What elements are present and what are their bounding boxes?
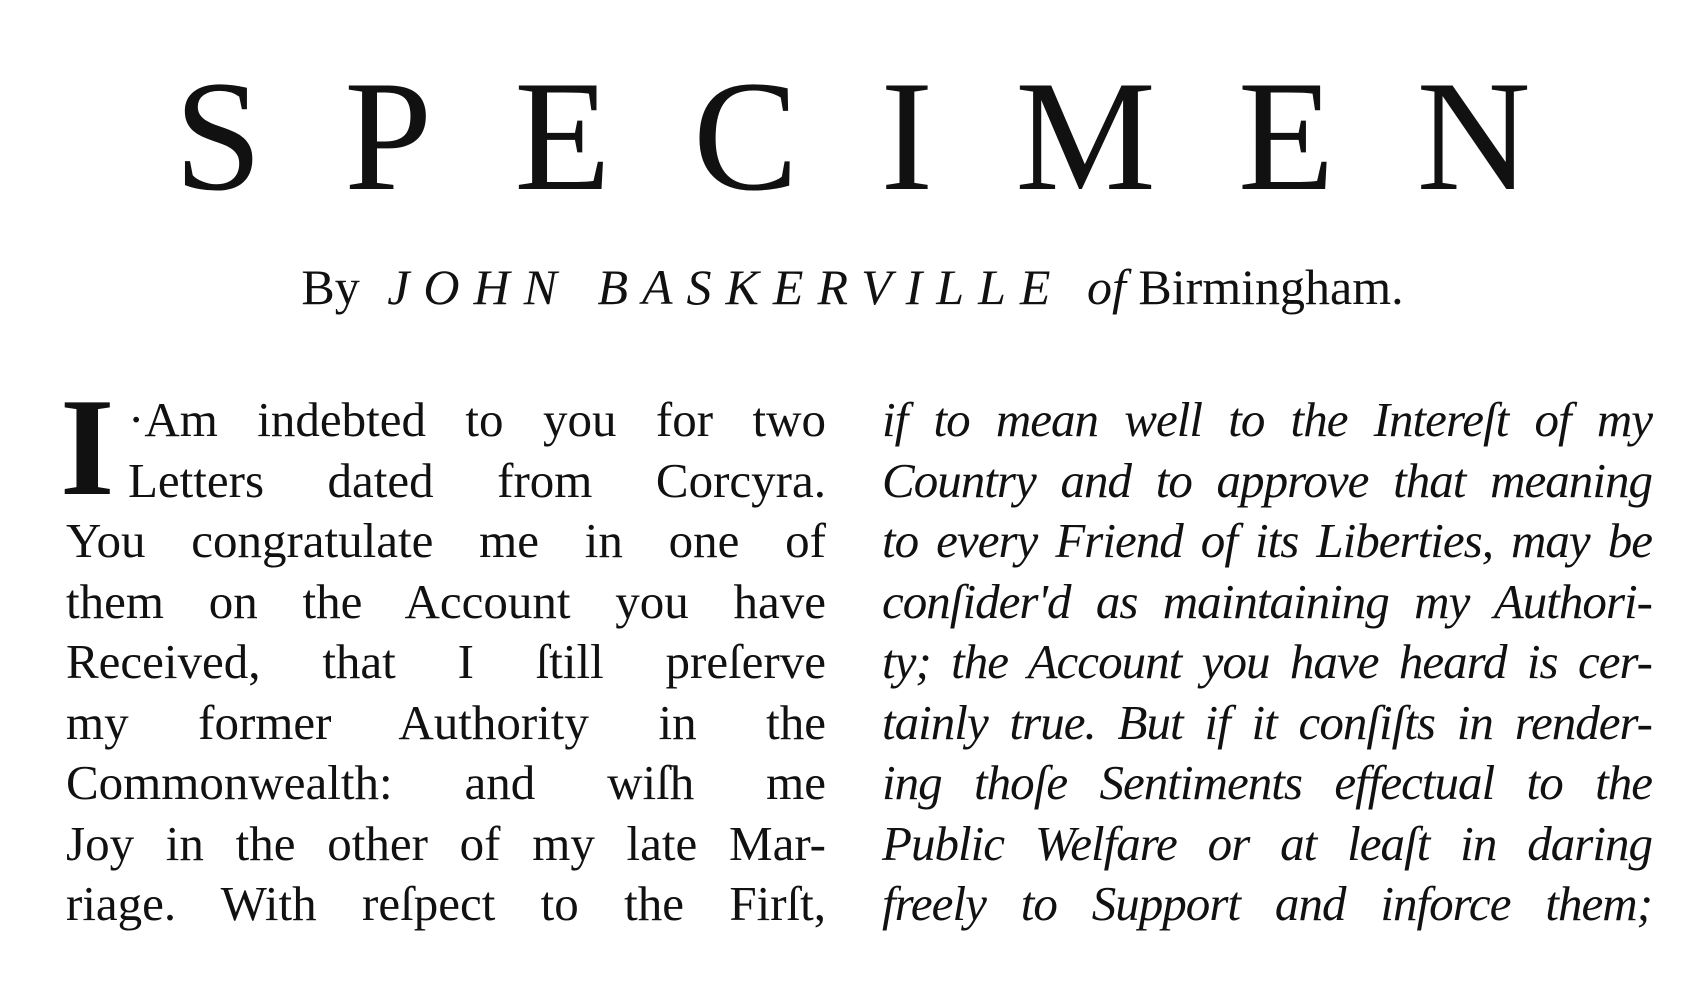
text-line: Commonwealth: and wiſh me: [66, 755, 826, 810]
text-line: freely to Support and inforce them;: [882, 876, 1652, 931]
text-line: my former Authority in the: [66, 694, 826, 750]
text-line: Country and to approve that meaning: [882, 452, 1652, 508]
author-place: Birmingham.: [1138, 259, 1404, 315]
text-line: conſider'd as maintaining my Authori-: [882, 573, 1652, 629]
text-line: ing thoſe Sentiments effectual to the: [882, 755, 1652, 810]
text-line: Received, that I ſtill preſerve: [66, 634, 826, 689]
text-line: if to mean well to the Intereſt of my: [882, 392, 1652, 447]
byline: [0, 259, 1705, 315]
roman-column: [60, 370, 826, 935]
text-line: You congratulate me in one of: [66, 513, 826, 568]
text-line: ·Am indebted to you for two: [128, 392, 826, 447]
byline-of: of: [1086, 259, 1126, 315]
author-name: JOHN BASKERVILLE: [387, 259, 1065, 315]
text-line: Joy in the other of my late Mar-: [66, 815, 826, 871]
drop-cap-block: [60, 370, 826, 525]
text-line: them on the Account you have: [66, 573, 826, 629]
italic-column: [882, 390, 1652, 935]
byline-prefix: By: [301, 259, 360, 315]
text-line: tainly true. But if it conſiſts in render-: [882, 694, 1652, 750]
text-line: to every Friend of its Liberties, may be: [882, 513, 1652, 568]
text-line: riage. With reſpect to the Firſt,: [66, 876, 826, 931]
drop-cap: I: [60, 370, 115, 525]
text-line: ty; the Account you have heard is cer-: [882, 634, 1652, 689]
text-line: Public Welfare or at leaſt in daring: [882, 815, 1652, 871]
page-title: SPECIMEN: [174, 49, 1613, 224]
text-line: Letters dated from Corcyra.: [128, 452, 826, 508]
